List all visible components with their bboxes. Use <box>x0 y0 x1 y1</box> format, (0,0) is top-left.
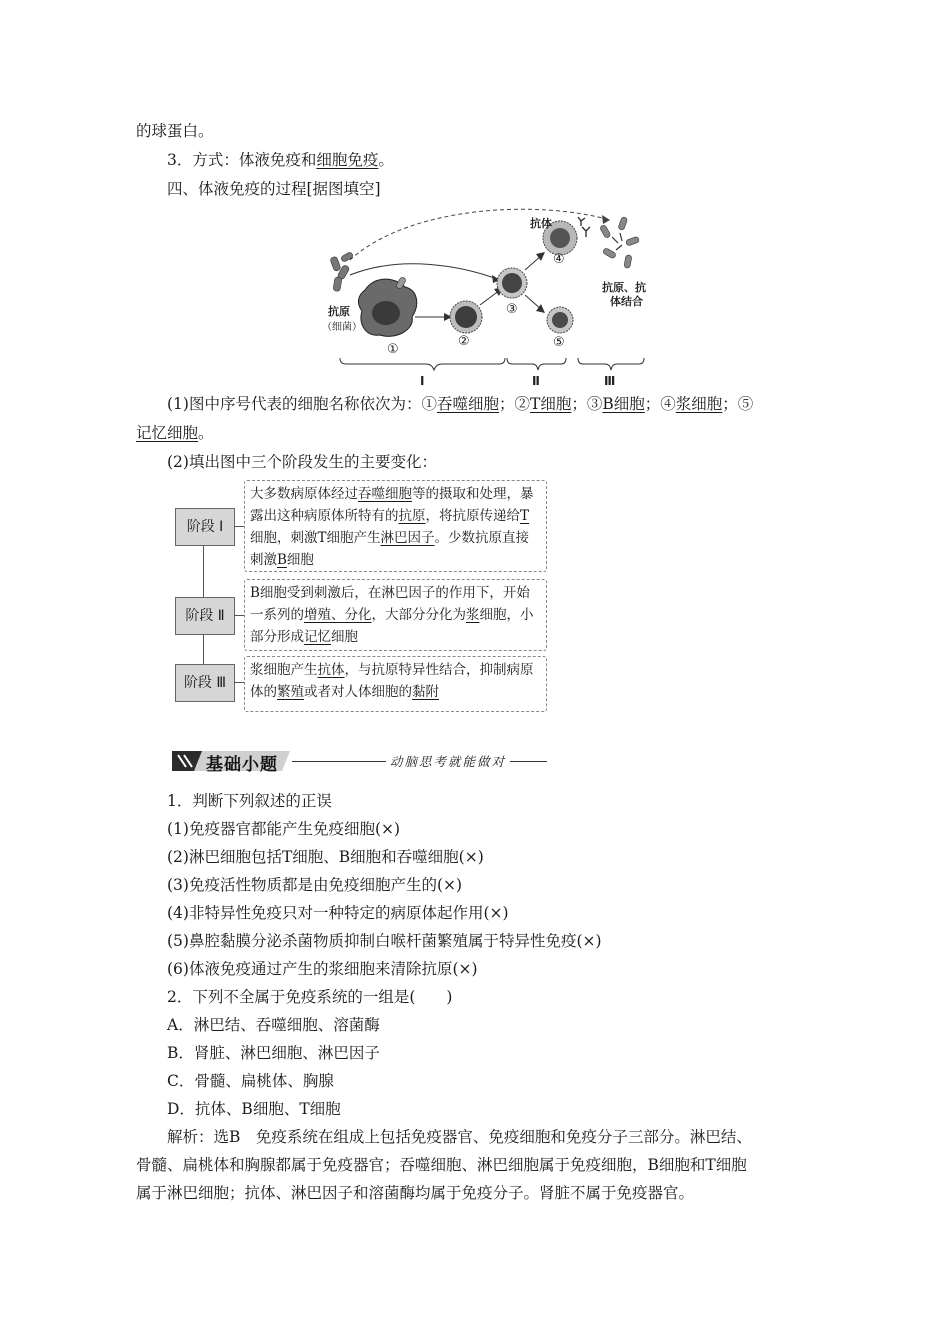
stage-2-label: Ⅱ <box>532 374 540 388</box>
t-cell-icon <box>450 301 482 333</box>
stage-2-description: B细胞受到刺激后，在淋巴因子的作用下，开始一系列的增殖、分化，大部分分化为浆细胞，小部分形成记忆细胞 <box>244 579 547 651</box>
question-line: 记忆细胞。 <box>136 424 214 442</box>
stage-3-box: 阶段 Ⅲ <box>175 664 235 702</box>
antigen-label: 抗原 <box>328 305 350 318</box>
text-line: (1)免疫器官都能产生免疫细胞(×) <box>167 820 401 838</box>
text-line: (3)免疫活性物质都是由免疫细胞产生的(×) <box>167 876 463 894</box>
question-line: (1)图中序号代表的细胞名称依次为：①吞噬细胞；②T细胞；③B细胞；④浆细胞；⑤ <box>167 395 754 413</box>
text-line: (4)非特异性免疫只对一种特定的病原体起作用(×) <box>167 904 509 922</box>
stage-1-box: 阶段 Ⅰ <box>175 508 235 546</box>
text-line: (5)鼻腔黏膜分泌杀菌物质抑制白喉杆菌繁殖属于特异性免疫(×) <box>167 932 602 950</box>
binding-label-2: 体结合 <box>610 295 643 308</box>
stage-1-description: 大多数病原体经过吞噬细胞等的摄取和处理，暴露出这种病原体所特有的抗原，将抗原传递给T细胞，刺激T细胞产生淋巴因子。少数抗原直接刺激B细胞 <box>244 480 547 572</box>
section-heading: 四、体液免疫的过程[据图填空] <box>167 180 381 198</box>
text-line: 3．方式：体液免疫和细胞免疫。 <box>167 151 394 169</box>
num-2: ② <box>458 334 470 349</box>
b-cell-icon <box>497 268 527 298</box>
num-3: ③ <box>506 302 518 317</box>
connector <box>234 615 244 616</box>
text-line: 的球蛋白。 <box>136 122 214 140</box>
text-line: (6)体液免疫通过产生的浆细胞来清除抗原(×) <box>167 960 478 978</box>
bacteria-icon <box>330 251 354 291</box>
phagocyte-cell-icon <box>358 276 416 336</box>
stage-3-description: 浆细胞产生抗体，与抗原特异性结合，抑制病原体的繁殖或者对人体细胞的黏附 <box>244 656 547 712</box>
option-b: B．肾脏、淋巴细胞、淋巴因子 <box>167 1044 380 1062</box>
connector <box>234 526 244 527</box>
connector <box>203 634 204 664</box>
memory-cell-icon <box>547 307 573 333</box>
binding-label: 抗原、抗 <box>602 281 646 294</box>
num-5: ⑤ <box>553 335 565 350</box>
antibody-label: 抗体 <box>530 217 552 230</box>
option-d: D．抗体、B细胞、T细胞 <box>167 1100 341 1118</box>
section-banner <box>172 749 547 773</box>
banner-subtitle: 动脑思考就能做对 <box>386 752 510 770</box>
antigen-antibody-complex-icon <box>599 216 639 268</box>
analysis-line: 属于淋巴细胞；抗体、淋巴因子和溶菌酶均属于免疫分子。肾脏不属于免疫器官。 <box>136 1184 695 1202</box>
text-line: 2．下列不全属于免疫系统的一组是( ) <box>167 988 453 1006</box>
text-line: (2)淋巴细胞包括T细胞、B细胞和吞噬细胞(×) <box>167 848 484 866</box>
antigen-sub-label: （细菌） <box>322 322 362 333</box>
option-a: A．淋巴结、吞噬细胞、溶菌酶 <box>167 1016 380 1034</box>
num-4: ④ <box>553 252 565 267</box>
connector <box>234 682 244 683</box>
analysis-line: 解析：选B 免疫系统在组成上包括免疫器官、免疫细胞和免疫分子三部分。淋巴结、 <box>167 1128 752 1146</box>
stage-2-box: 阶段 Ⅱ <box>175 597 235 635</box>
humoral-immunity-figure <box>320 205 660 390</box>
option-c: C．骨髓、扁桃体、胸腺 <box>167 1072 334 1090</box>
antibody-icon <box>578 217 590 237</box>
question-line: (2)填出图中三个阶段发生的主要变化： <box>167 453 437 471</box>
connector <box>203 545 204 597</box>
stage-1-label: Ⅰ <box>420 374 425 388</box>
stage-3-label: Ⅲ <box>604 374 616 388</box>
num-1: ① <box>387 342 399 357</box>
banner-title: 基础小题 <box>206 755 278 775</box>
analysis-line: 骨髓、扁桃体和胸腺都属于免疫器官；吞噬细胞、淋巴细胞属于免疫细胞，B细胞和T细胞 <box>136 1156 747 1174</box>
text-line: 1．判断下列叙述的正误 <box>167 792 332 810</box>
